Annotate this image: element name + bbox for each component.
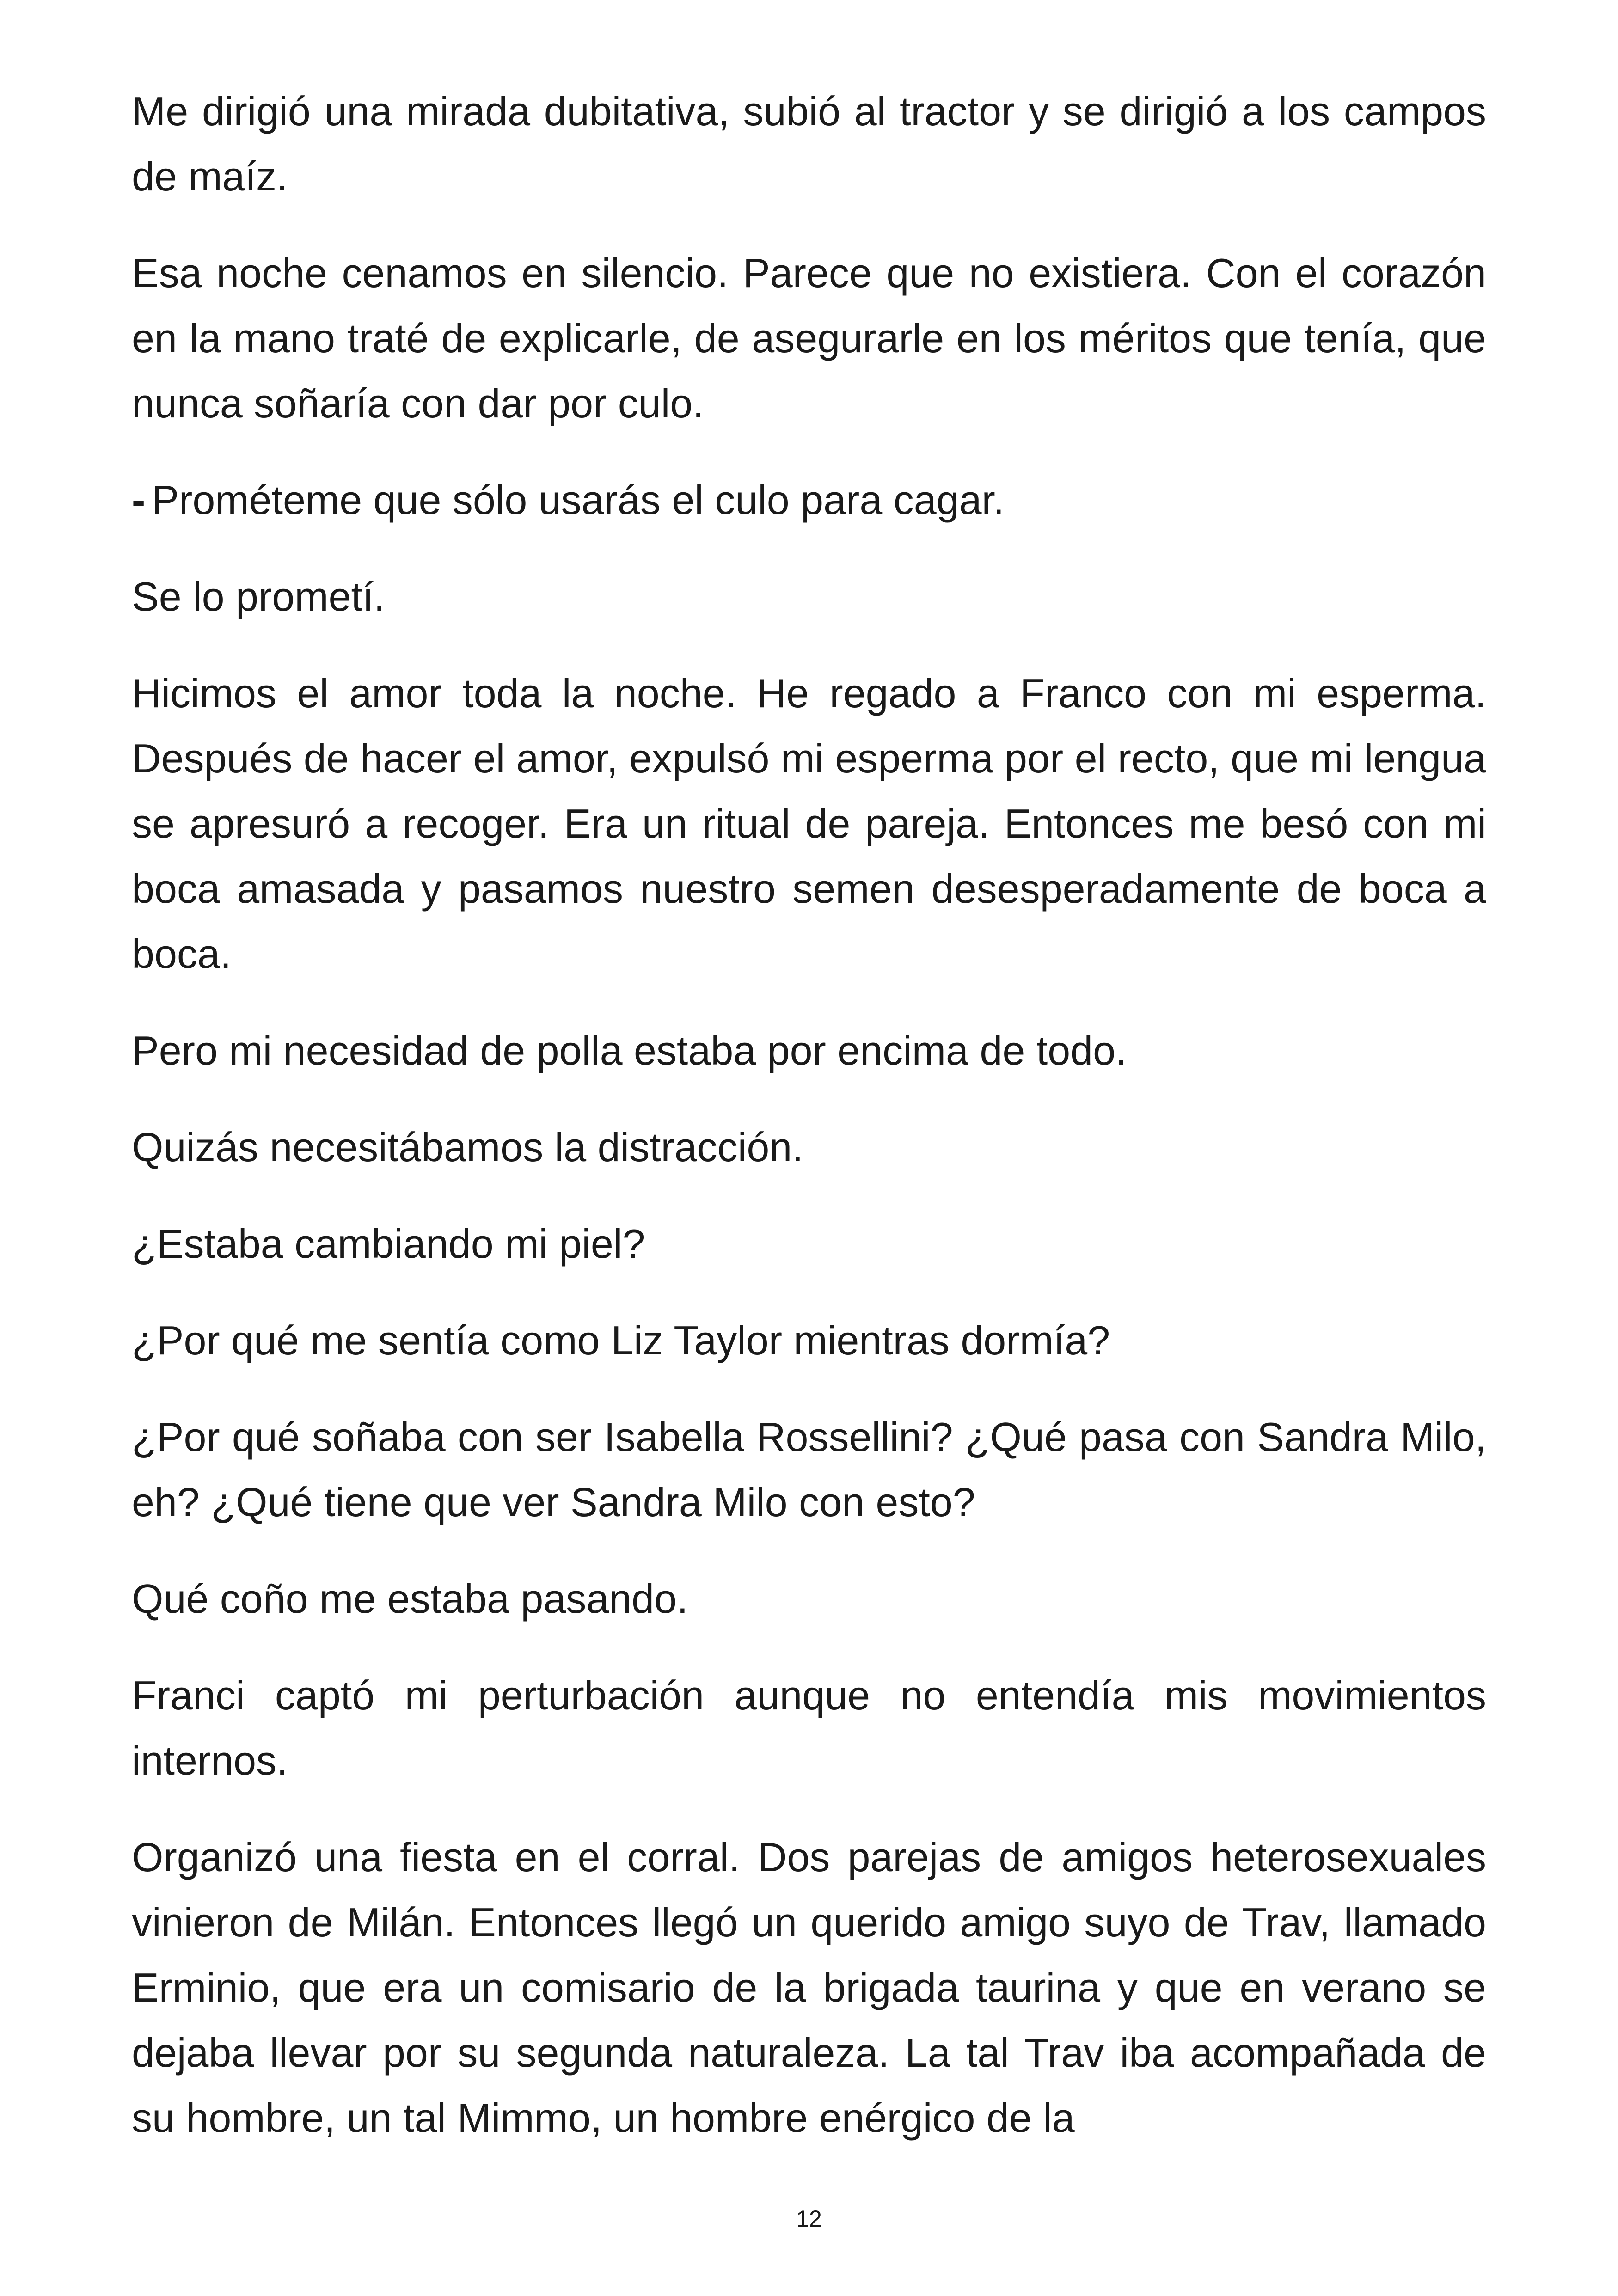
paragraph: Me dirigió una mirada dubitativa, subió al tractor y se dirigió a los campos de maíz. [132, 88, 1486, 199]
paragraph: ¿Por qué soñaba con ser Isabella Rossellini? ¿Qué pasa con Sandra Milo, eh? ¿Qué tiene que ver Sandra Milo con esto? [132, 1414, 1486, 1525]
paragraph: ¿Estaba cambiando mi piel? [132, 1221, 645, 1267]
paragraph: Franci captó mi perturbación aunque no entendía mis movimientos internos. [132, 1672, 1486, 1783]
page-number: 12 [796, 2206, 822, 2232]
paragraph: ¿Por qué me sentía como Liz Taylor mientras dormía? [132, 1317, 1110, 1363]
paragraph: Quizás necesitábamos la distracción. [132, 1124, 803, 1170]
paragraph: Organizó una fiesta en el corral. Dos parejas de amigos heterosexuales vinieron de Milán. Entonces llegó un querido amigo suyo de Trav, llamado Erminio, que era un comisario de la brigada taurina y que en verano se dejaba llevar por su segunda naturaleza. La tal Trav iba acompañada de su hombre, un tal Mimmo, un hombre enérgico de la [132, 1834, 1486, 2141]
paragraph: Pero mi necesidad de polla estaba por encima de todo. [132, 1028, 1127, 1073]
paragraph: Se lo prometí. [132, 574, 385, 619]
paragraph: Esa noche cenamos en silencio. Parece que no existiera. Con el corazón en la mano traté de explicarle, de asegurarle en los méritos que tenía, que nunca soñaría con dar por culo. [132, 250, 1486, 426]
paragraph: Hicimos el amor toda la noche. He regado a Franco con mi esperma. Después de hacer el amor, expulsó mi esperma por el recto, que mi lengua se apresuró a recoger. Era un ritual de pareja. Entonces me besó con mi boca amasada y pasamos nuestro semen desesperadamente de boca a boca. [132, 670, 1486, 977]
dialogue-text: Prométeme que sólo usarás el culo para cagar. [152, 477, 1005, 523]
dialogue-paragraph [132, 467, 1486, 533]
body-text [132, 79, 1486, 2182]
dialogue-dash: - [132, 477, 146, 523]
paragraph: Qué coño me estaba pasando. [132, 1576, 688, 1622]
